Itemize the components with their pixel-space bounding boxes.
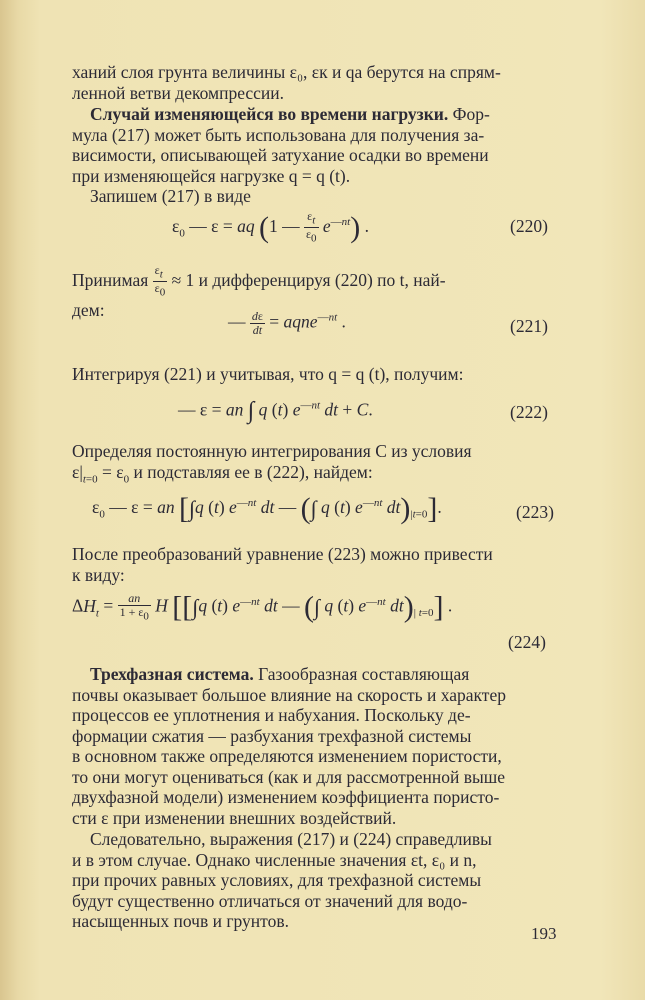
text-line: Принимая bbox=[72, 269, 149, 290]
text-line: Следовательно, выражения (217) и (224) справедливы bbox=[90, 829, 492, 849]
page-number: 193 bbox=[531, 924, 557, 943]
text-line: и подставляя ее в (222), найдем: bbox=[133, 461, 373, 482]
text-line: ≈ 1 и дифференцируя (220) по t, най- bbox=[171, 269, 446, 290]
paragraph-8 bbox=[72, 664, 564, 685]
text-line: процессов ее уплотнения и набухания. Поскольку де- bbox=[72, 705, 471, 725]
text-line: к виду: bbox=[72, 564, 125, 585]
paragraph-7 bbox=[72, 544, 564, 585]
equation-number: (222) bbox=[510, 402, 548, 422]
text-line: висимости, описывающей затухание осадки во времени bbox=[72, 145, 489, 165]
formula-220: $\varepsilon_0$ — ε = aq (1 — $\frac{\varepsilon_t}{\varepsilon_0}$ $e^{—nt}$) . bbox=[172, 209, 369, 245]
paragraph-8-cont bbox=[72, 685, 564, 829]
text-line: при прочих равных условиях, для трехфазной системы bbox=[72, 870, 482, 890]
text-line: формации сжатия — разбухания трехфазной системы bbox=[72, 725, 472, 746]
text-line: то они могут оцениваться (как и для рассмотренной выше bbox=[72, 766, 505, 787]
section-heading: Трехфазная система. bbox=[90, 664, 254, 684]
section-heading: Случай изменяющейся во времени нагрузки. bbox=[90, 104, 449, 124]
text-line: при изменяющейся нагрузке q = q (t). bbox=[72, 165, 351, 186]
text-line: мула (217) может быть использована для получения за- bbox=[72, 124, 485, 145]
text-line: Запишем (217) в виде bbox=[90, 186, 251, 206]
equation-number: (221) bbox=[510, 316, 548, 336]
text-line: ленной ветви декомпрессии. bbox=[72, 82, 285, 103]
paragraph-3 bbox=[72, 186, 564, 207]
paragraph-1 bbox=[72, 62, 564, 103]
equation-number: (224) bbox=[508, 632, 546, 652]
text-line: будут существенно отличаться от значений для водо- bbox=[72, 890, 468, 911]
text-line: После преобразований уравнение (223) можно привести bbox=[72, 544, 493, 564]
formula-221: — $\frac{d\varepsilon}{dt}$ = aqne$^{—nt}$ . bbox=[228, 309, 346, 337]
paragraph-2-cont bbox=[72, 125, 564, 187]
formula-222: — ε = an ∫ q (t) $e^{—nt}$ dt + C. bbox=[178, 398, 373, 424]
equation-number: (220) bbox=[510, 216, 548, 236]
text-line: сти ε при изменении внешних воздействий. bbox=[72, 807, 397, 828]
text-line: ханий слоя грунта величины ε₀, εк и qa берутся на спрям- bbox=[72, 62, 501, 82]
paragraph-2 bbox=[72, 104, 564, 125]
equation-number: (223) bbox=[516, 502, 554, 522]
fraction: $\frac{\varepsilon_t}{\varepsilon_0}$ bbox=[154, 263, 166, 299]
condition: $\varepsilon|_{t=0} = \varepsilon_0$ bbox=[72, 461, 130, 485]
text-line: в основном также определяются изменением пористости, bbox=[72, 746, 502, 766]
paragraph-6 bbox=[72, 441, 564, 490]
formula-224: $\Delta H_t$ = $\frac{an}{1 + \varepsilon_0}$ H [[∫q (t) $e^{—nt}$ dt — (∫ q (t) $e^{—nt}$ $dt)_{| t=0}$] . bbox=[72, 590, 453, 624]
paragraph-5 bbox=[72, 364, 564, 385]
text-line: почвы оказывает большое влияние на скорость и характер bbox=[72, 684, 506, 705]
text-line: Интегрируя (221) и учитывая, что q = q (t), получим: bbox=[72, 364, 464, 384]
text-line: Газообразная составляющая bbox=[253, 664, 470, 684]
text-line: Определяя постоянную интегрирования C из условия bbox=[72, 441, 472, 461]
text-line: двухфазной модели) изменением коэффициента пористо- bbox=[72, 787, 500, 807]
formula-223: $\varepsilon_0$ — ε = an [∫q (t) $e^{—nt}$ dt — (∫ q (t) $e^{—nt}$ $dt)_{|t=0}$]. bbox=[92, 492, 442, 525]
text-line: Фор- bbox=[448, 104, 490, 124]
text-line: дем: bbox=[72, 299, 105, 320]
text-line: насыщенных почв и грунтов. bbox=[72, 911, 289, 931]
paragraph-9 bbox=[72, 829, 564, 932]
text-line: и в этом случае. Однако численные значения εt, ε₀ и n, bbox=[72, 849, 477, 870]
